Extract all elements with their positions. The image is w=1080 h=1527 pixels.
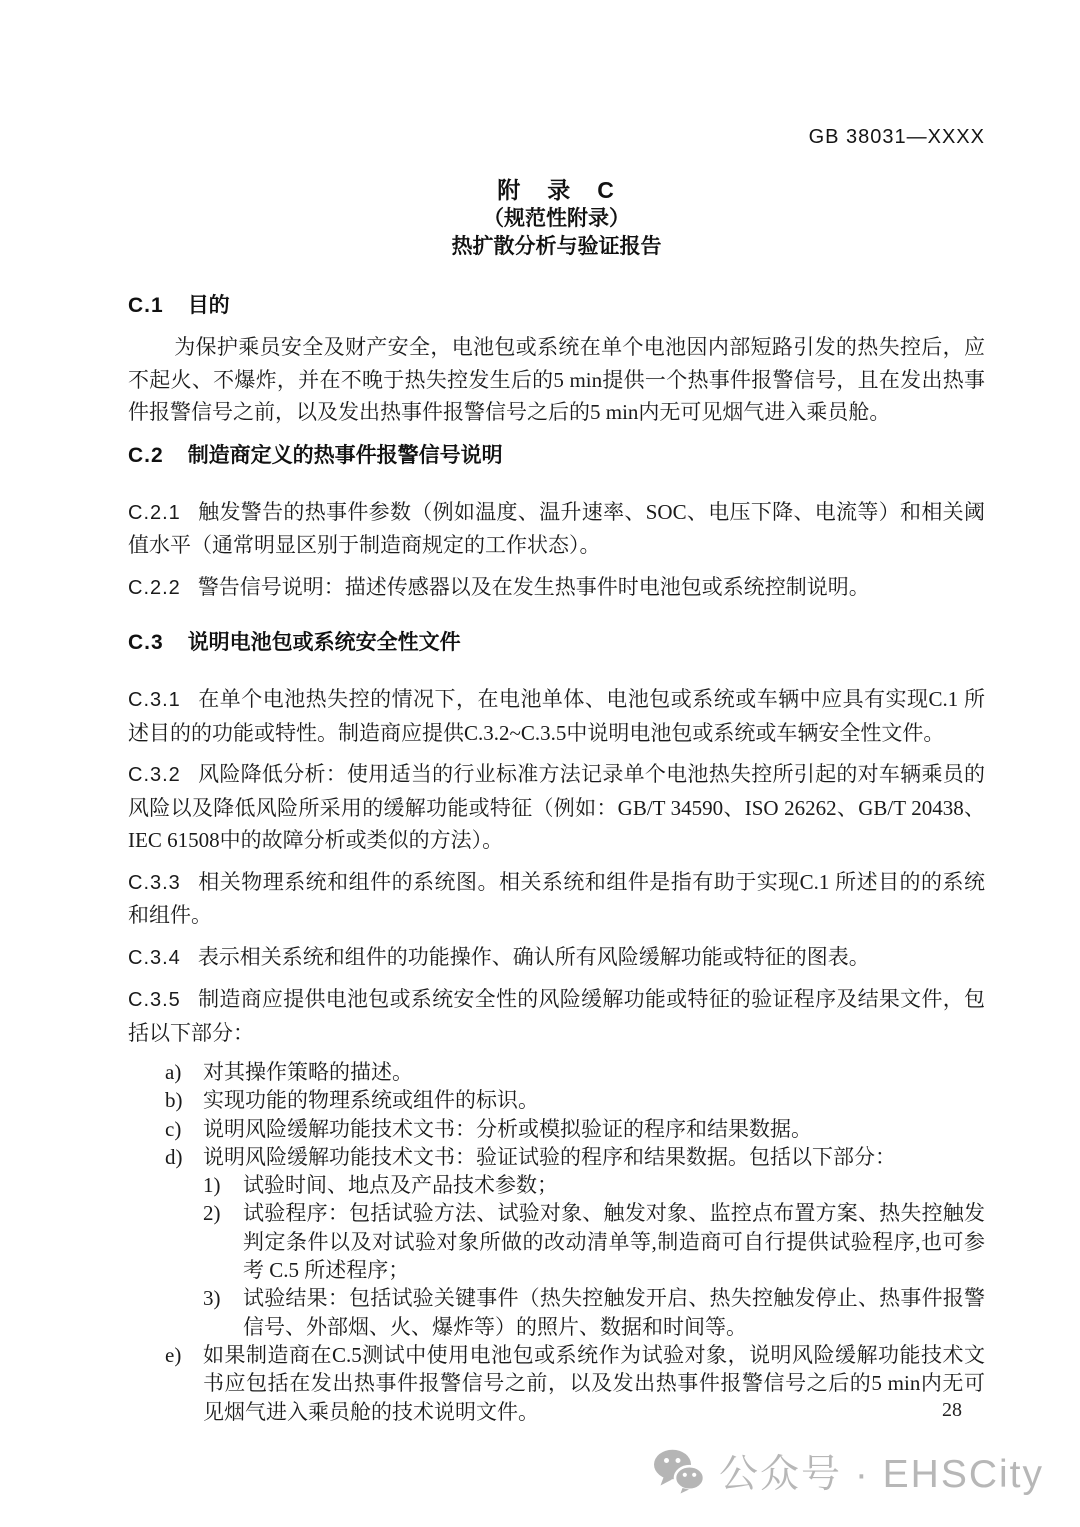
clause-c3-3 <box>128 866 985 932</box>
clause-number: C.2.1 <box>128 501 181 524</box>
clause-c2-2 <box>128 571 985 605</box>
page-content <box>128 0 985 1426</box>
list-text: 说明风险缓解功能技术文书：分析或模拟验证的程序和结果数据。 <box>203 1116 812 1141</box>
list-text: 说明风险缓解功能技术文书：验证试验的程序和结果数据。包括以下部分： <box>203 1144 896 1169</box>
clause-number: C.3.3 <box>128 871 181 894</box>
list-text: 试验时间、地点及产品技术参数； <box>243 1173 558 1198</box>
paragraph-c1: 为保护乘员安全及财产安全，电池包或系统在单个电池因内部短路引发的热失控后，应不起火、不爆炸，并在不晚于热失控发生后的5 min提供一个热事件报警信号，且在发出热事件报警信号之前，以及发出热事件报警信号之后的5 min内无可见烟气进入乘员舱。 <box>128 335 985 424</box>
section-heading-c2 <box>128 443 985 469</box>
list-marker: 2) <box>203 1201 221 1226</box>
watermark-text: 公众号 · EHSCity <box>718 1453 1044 1496</box>
clause-text: 相关物理系统和组件的系统图。相关系统和组件是指有助于实现C.1 所述目的的系统和组件。 <box>128 869 985 927</box>
standard-code: GB 38031—XXXX <box>808 126 985 148</box>
list-marker: 3) <box>203 1286 221 1311</box>
section-heading-c3 <box>128 630 985 656</box>
list-marker: a) <box>165 1060 182 1084</box>
section-number: C.1 <box>128 294 164 317</box>
clause-number: C.3.2 <box>128 764 181 786</box>
list-item-d2 <box>203 1199 985 1284</box>
clause-text: 警告信号说明：描述传感器以及在发生热事件时电池包或系统控制说明。 <box>197 574 870 599</box>
list-item-a <box>165 1058 985 1086</box>
list-item-d1 <box>203 1171 985 1199</box>
appendix-name: 热扩散分析与验证报告 <box>451 235 662 258</box>
clause-number: C.2.2 <box>128 576 181 599</box>
clause-text: 表示相关系统和组件的功能操作、确认所有风险缓解功能或特征的图表。 <box>197 944 870 969</box>
c3-5-list <box>128 1058 985 1426</box>
section-title: 制造商定义的热事件报警信号说明 <box>187 443 503 467</box>
list-text: 如果制造商在C.5测试中使用电池包或系统作为试验对象，说明风险缓解功能技术文书应包括在发出热事件报警信号之前，以及发出热事件报警信号之后的5 min内无可见烟气进入乘员舱的技术说明文件。 <box>203 1342 985 1424</box>
list-item-e <box>165 1341 985 1426</box>
list-item-c <box>165 1115 985 1143</box>
clause-c3-5 <box>128 983 985 1049</box>
clause-text: 在单个电池热失控的情况下，在电池单体、电池包或系统或车辆中应具有实现C.1 所述目的的功能或特性。制造商应提供C.3.2~C.3.5中说明电池包或系统或车辆安全性文件。 <box>128 687 985 745</box>
list-text: 实现功能的物理系统或组件的标识。 <box>203 1088 539 1113</box>
list-item-b <box>165 1086 985 1114</box>
clause-text: 触发警告的热事件参数（例如温度、温升速率、SOC、电压下降、电流等）和相关阈值水平（通常明显区别于制造商规定的工作状态）。 <box>128 499 985 557</box>
appendix-type: （规范性附录） <box>483 207 630 230</box>
list-text: 试验结果：包括试验关键事件（热失控触发开启、热失控触发停止、热事件报警信号、外部烟、火、爆炸等）的照片、数据和时间等。 <box>243 1286 985 1339</box>
clause-text: 制造商应提供电池包或系统安全性的风险缓解功能或特征的验证程序及结果文件，包括以下部分： <box>128 987 985 1045</box>
clause-c3-1 <box>128 683 985 749</box>
appendix-label: 附 录 C <box>497 177 616 203</box>
section-heading-c1 <box>128 293 985 319</box>
clause-number: C.3.5 <box>128 989 181 1011</box>
list-marker: b) <box>165 1088 183 1113</box>
list-marker: e) <box>165 1342 182 1367</box>
watermark <box>653 1443 1044 1499</box>
list-item-d3 <box>203 1284 985 1341</box>
clause-c3-2 <box>128 758 985 857</box>
list-marker: c) <box>165 1116 182 1141</box>
section-title: 目的 <box>187 294 230 317</box>
section-number: C.3 <box>128 631 164 654</box>
clause-text: 风险降低分析：使用适当的行业标准方法记录单个电池热失控所引起的对车辆乘员的风险以及降低风险所采用的缓解功能或特征（例如：GB/T 34590、ISO 26262、GB/T 20438、IEC 61508中的故障分析或类似的方法）。 <box>128 762 985 852</box>
appendix-title-block <box>128 175 985 261</box>
list-text: 对其操作策略的描述。 <box>203 1060 413 1084</box>
clause-c3-4 <box>128 941 985 975</box>
list-item-d <box>165 1143 985 1171</box>
page-number: 28 <box>942 1399 962 1421</box>
list-marker: 1) <box>203 1173 221 1198</box>
clause-number: C.3.1 <box>128 689 181 711</box>
clause-c2-1 <box>128 496 985 562</box>
clause-number: C.3.4 <box>128 946 181 969</box>
list-marker: d) <box>165 1144 183 1169</box>
wechat-icon <box>653 1448 705 1494</box>
list-text: 试验程序：包括试验方法、试验对象、触发对象、监控点布置方案、热失控触发判定条件以及对试验对象所做的改动清单等,制造商可自行提供试验程序,也可参考 C.5 所述程序； <box>243 1201 985 1283</box>
section-number: C.2 <box>128 443 164 467</box>
section-title: 说明电池包或系统安全性文件 <box>187 631 461 654</box>
